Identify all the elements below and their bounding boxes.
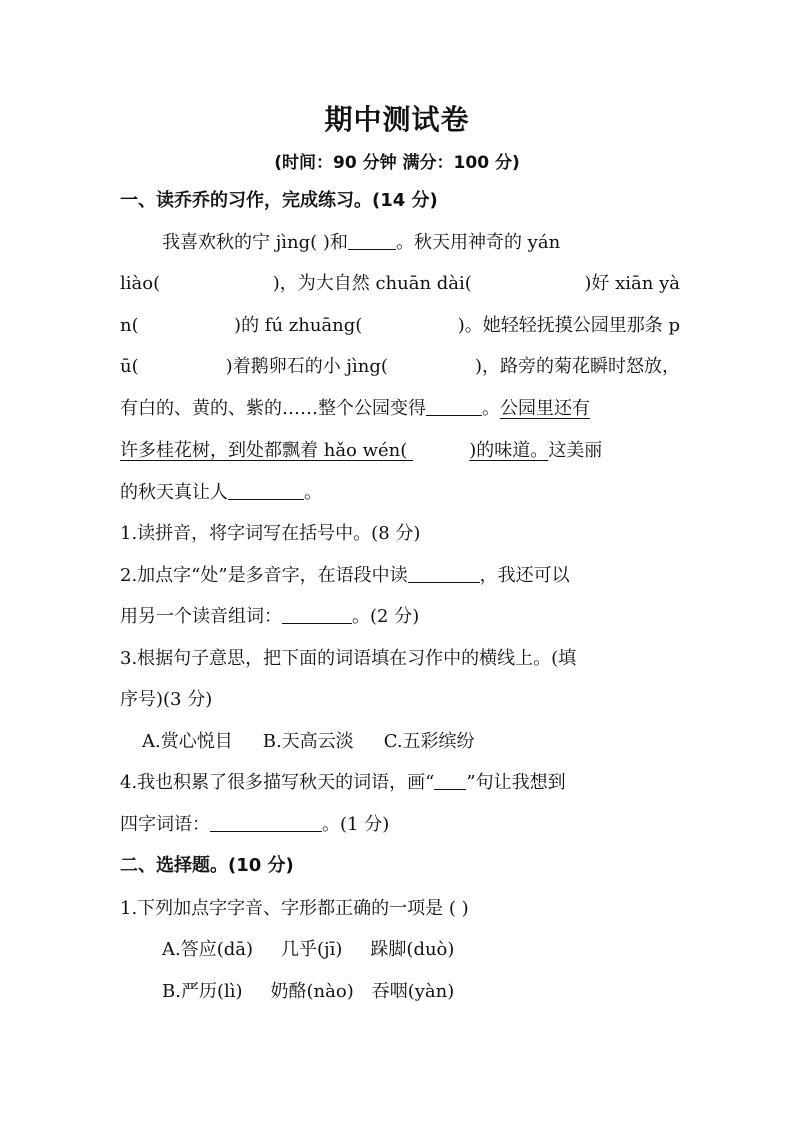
section-2-heading: 二、选择题。(10 分) [120,855,294,876]
passage-text: 有白的、黄的、紫的……整个公园变得 [120,398,426,419]
exam-subtitle: (时间：90 分钟 满分：100 分) [274,153,520,173]
option-c: C.五彩缤纷 [383,731,475,752]
answer-blank[interactable] [228,481,304,500]
choice-option-a[interactable] [120,937,680,963]
passage-text: )，路旁的菊花瞬时怒放， [474,356,680,377]
passage-text: n( [120,315,139,336]
question-4-line-1 [120,770,680,796]
question-4-line-2 [120,812,680,838]
answer-blank[interactable] [210,813,322,832]
page-title: 期中测试卷 [324,103,470,136]
question-2-line-1 [120,563,680,589]
section-2-question-1: 1.下列加点字字音、字形都正确的一项是 ( ) [120,898,469,919]
passage-line-3 [120,313,680,339]
passage-text: )，为大自然 chuān dài( [272,273,472,294]
option-b: B.天高云淡 [262,731,354,752]
choice-word: 跺脚(duò) [370,939,455,960]
question-text: ，我还可以 [479,565,570,586]
passage-text: 。 [482,398,500,419]
passage-text: )好 xiān yà [584,273,680,294]
section-1-heading: 一、读乔乔的习作，完成练习。(14 分) [120,190,438,211]
underline-mark [434,771,466,790]
choice-word: 吞咽(yàn) [371,981,455,1002]
question-text: 四字词语： [120,814,210,835]
question-2-line-2 [120,604,680,630]
passage-text: ū( [120,356,139,377]
option-a: A.赏心悦目 [142,731,233,752]
passage-text: liào( [120,273,161,294]
underlined-sentence: )的味道。 [469,440,549,461]
passage-line-5 [120,396,680,422]
passage-text: )的 fú zhuāng( [234,315,363,336]
passage-text: 。秋天用神奇的 yán [395,232,561,253]
passage-text: 这美丽 [548,440,603,461]
choice-word: B.严历(lì) [162,981,243,1002]
underlined-sentence: 许多桂花树，到处都飘着 hǎo wén( [120,440,408,461]
passage-text: )。她轻轻抚摸公园里那条 p [457,315,680,336]
passage-text: 的秋天真让人 [120,482,228,503]
question-text: 用另一个读音组词： [120,606,282,627]
answer-blank[interactable] [282,605,352,624]
answer-blank[interactable] [348,231,396,250]
question-text: ”句让我想到 [466,772,566,793]
underlined-sentence: 公园里还有 [500,398,590,419]
passage-text: )着鹅卵石的小 jìng( [225,356,388,377]
choice-word: 奶酪(nào) [270,981,354,1002]
question-3-options [120,729,680,755]
question-text: 。(1 分) [322,814,390,835]
question-text: 4.我也积累了很多描写秋天的词语，画“ [120,772,435,793]
question-3-line-2: 序号)(3 分) [120,689,213,710]
choice-word: 几乎(jī) [281,939,343,960]
question-3-line-1: 3.根据句子意思，把下面的词语填在习作中的横线上。(填 [120,648,577,669]
choice-option-b[interactable] [120,979,680,1005]
passage-line-2 [120,271,680,297]
question-text: 。(2 分) [352,606,420,627]
answer-blank[interactable] [408,564,480,583]
passage-line-1 [120,230,680,256]
passage-text: 我喜欢秋的宁 jìng( )和 [162,232,348,253]
answer-paren-space[interactable] [407,438,469,464]
passage-line-4 [120,354,680,380]
passage-line-6 [120,438,680,464]
choice-word: A.答应(dā) [162,939,254,960]
question-text: 2.加点字“处”是多音字，在语段中读 [120,565,408,586]
question-1: 1.读拼音，将字词写在括号中。(8 分) [120,523,421,544]
passage-text: 。 [304,482,322,503]
answer-blank[interactable] [426,397,482,416]
passage-line-7 [120,480,680,506]
